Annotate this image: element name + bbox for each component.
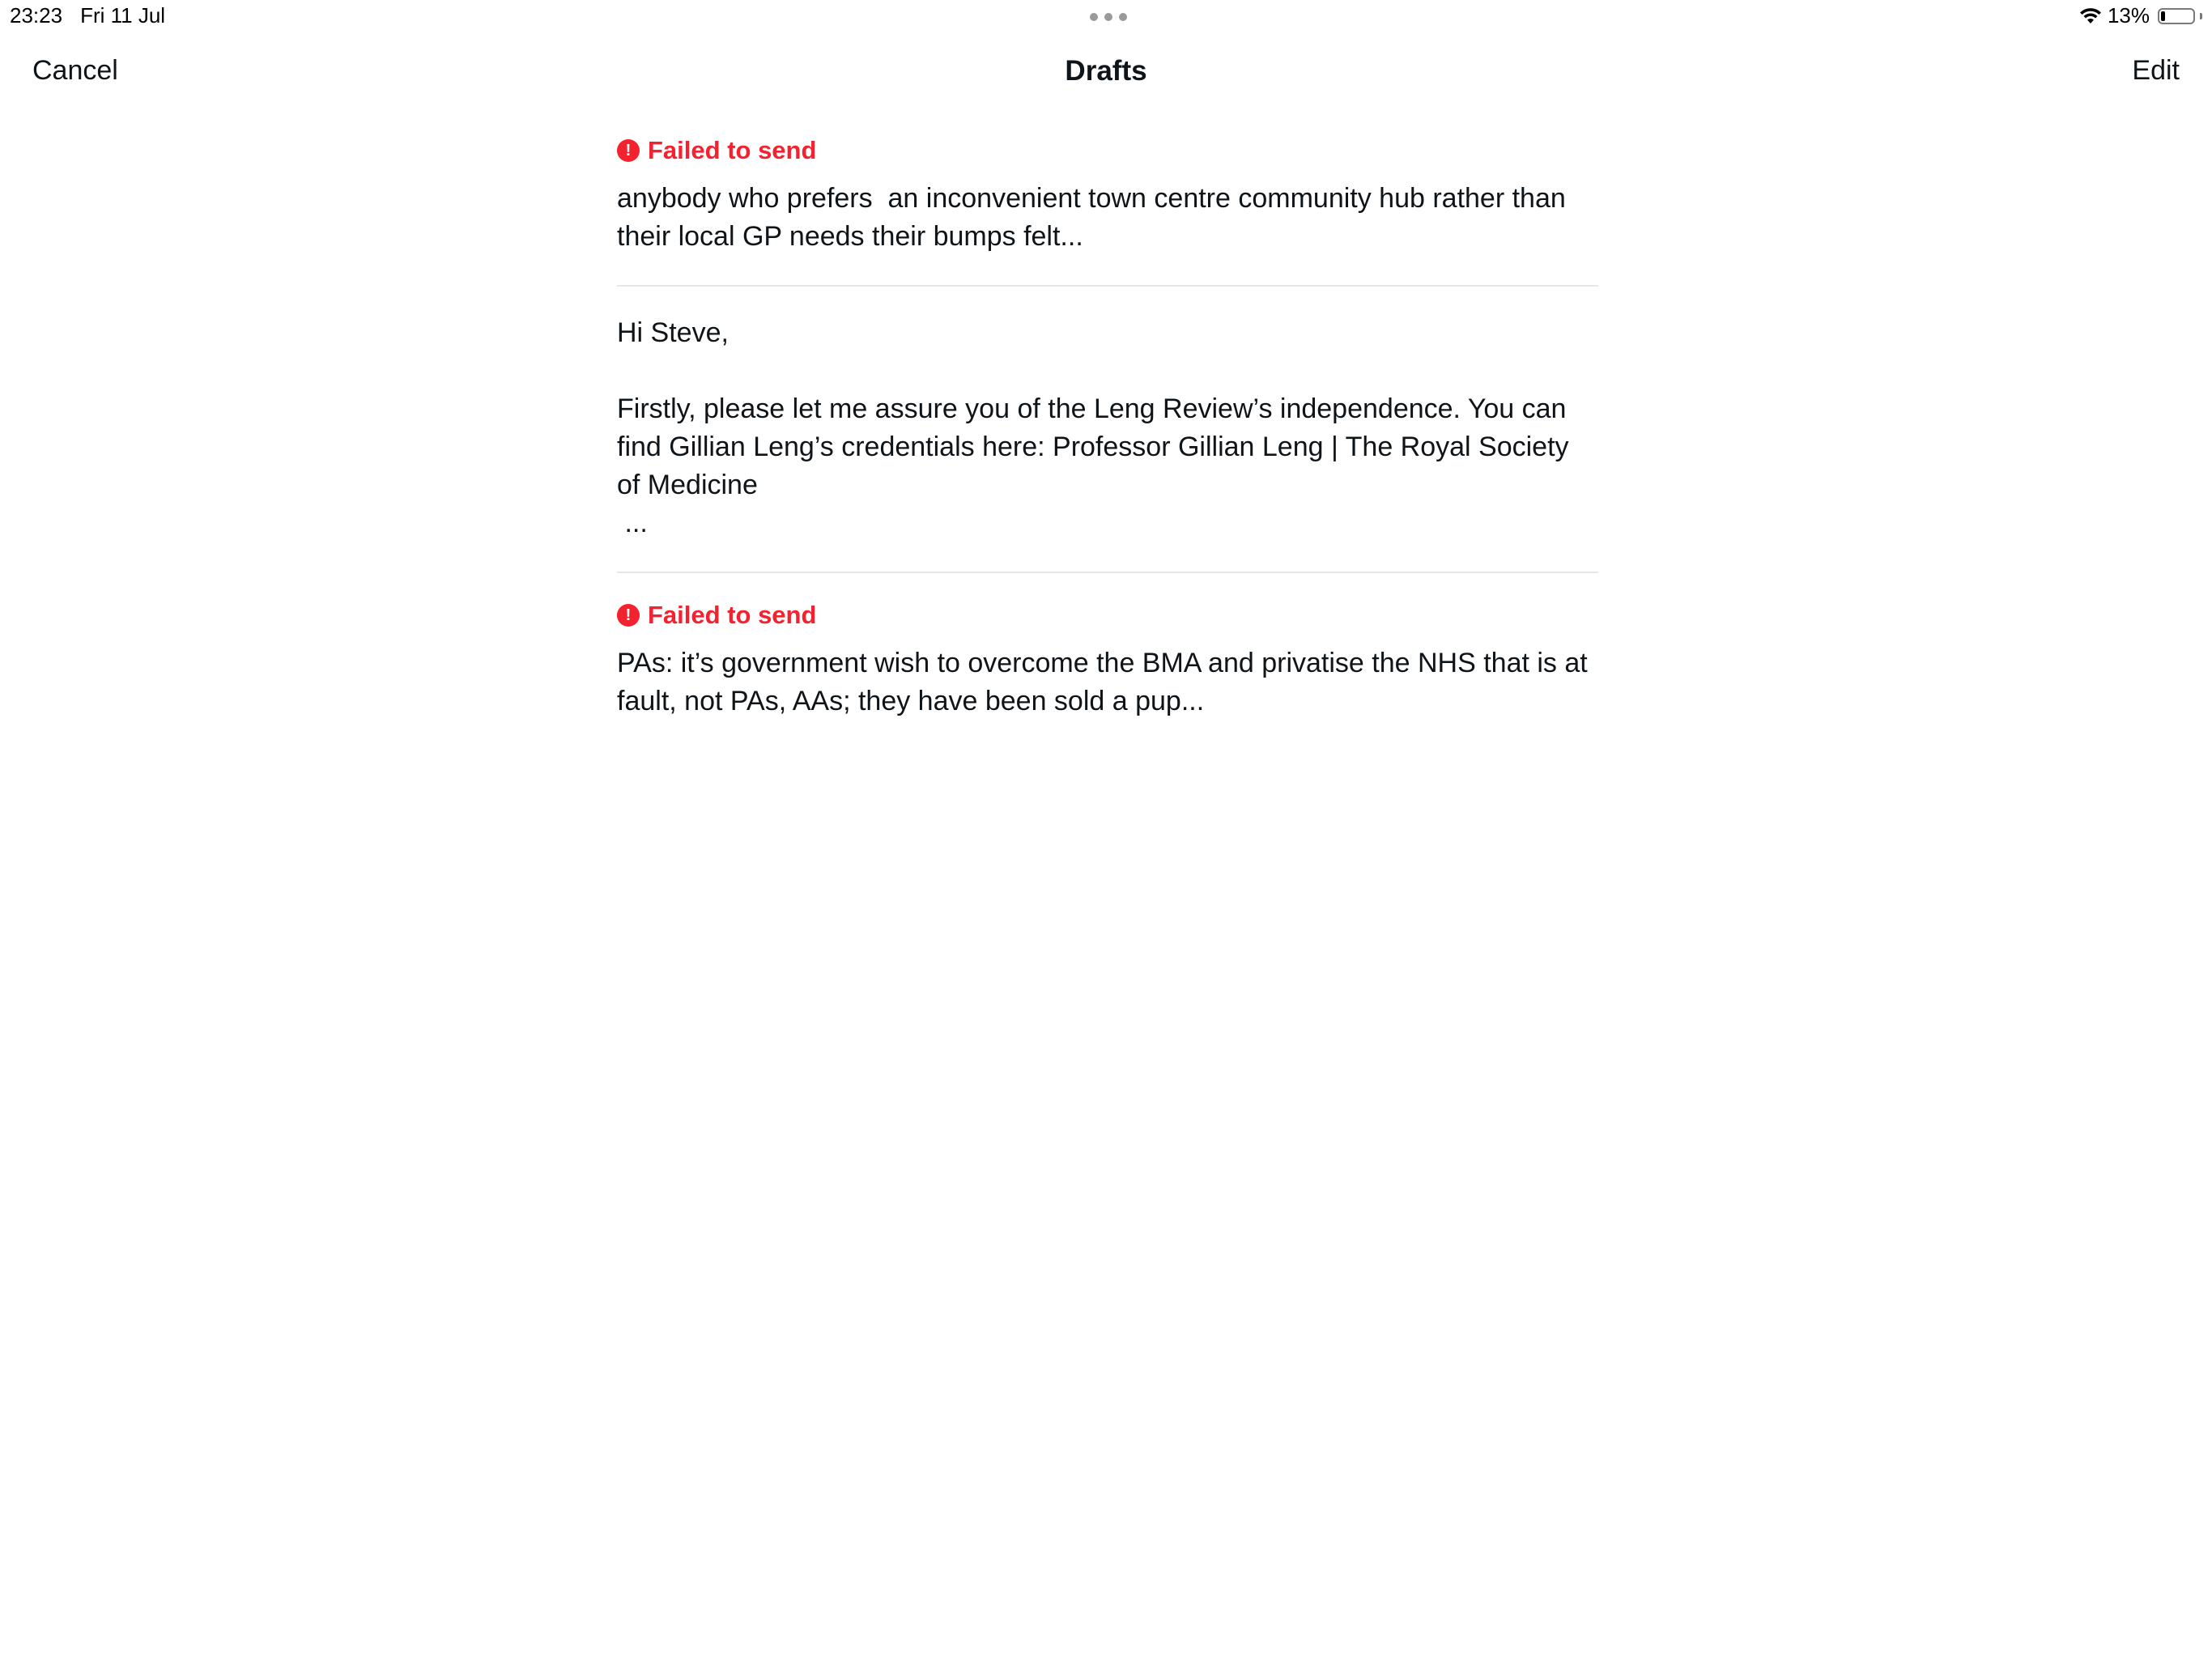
battery-tip — [2200, 13, 2202, 19]
wifi-icon — [2078, 7, 2103, 25]
page-title: Drafts — [1065, 55, 1147, 87]
status-bar — [0, 0, 2212, 36]
error-alert-icon: ! — [617, 139, 640, 162]
cancel-button[interactable]: Cancel — [32, 55, 118, 86]
draft-text: PAs: it’s government wish to overcome the BMA and privatise the NHS that is at fault, not PAs, AAs; they have been sold a pup... — [617, 648, 1596, 716]
status-time: 23:23 — [10, 3, 63, 28]
battery-icon — [2158, 8, 2195, 24]
dot — [1104, 13, 1112, 21]
battery-percent: 13% — [2107, 3, 2150, 28]
draft-item[interactable] — [617, 121, 1598, 287]
dot — [1119, 13, 1127, 21]
navigation-bar — [0, 36, 2212, 110]
status-right-group — [2078, 3, 2202, 28]
dot — [1090, 13, 1098, 21]
draft-error-label: Failed to send — [648, 601, 817, 629]
draft-error-label: Failed to send — [648, 136, 817, 164]
draft-text: Hi Steve, Firstly, please let me assure you of the Leng Review’s independence. You can find Gillian Leng’s credentials here: Professor Gillian Leng | The Royal Society of Medicine ... — [617, 317, 1569, 538]
error-alert-icon: ! — [617, 604, 640, 627]
draft-error-status — [617, 601, 1598, 630]
drafts-list — [617, 121, 1598, 750]
draft-item[interactable] — [617, 573, 1598, 750]
draft-error-status — [617, 136, 1598, 165]
status-date: Fri 11 Jul — [80, 3, 166, 28]
status-time-group — [10, 3, 165, 28]
draft-item[interactable] — [617, 287, 1598, 573]
multitasking-dots-icon[interactable] — [1090, 13, 1127, 21]
edit-button[interactable]: Edit — [2132, 55, 2180, 86]
battery-fill — [2161, 11, 2165, 21]
draft-text: anybody who prefers an inconvenient town centre community hub rather than their local GP needs their bumps felt... — [617, 183, 1574, 252]
